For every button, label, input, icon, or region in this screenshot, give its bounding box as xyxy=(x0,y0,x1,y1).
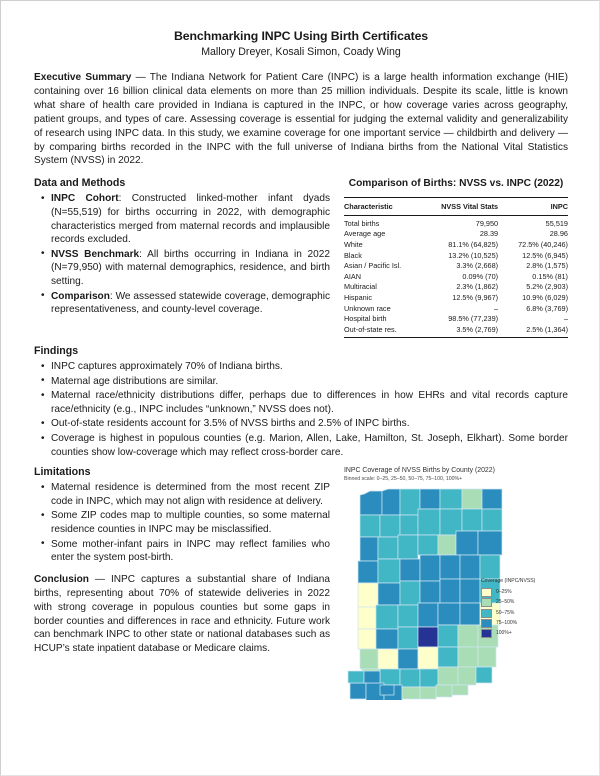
table-row xyxy=(344,250,568,261)
cell-nvss: 28.39 xyxy=(479,229,499,239)
cell-characteristic: AIAN xyxy=(344,271,362,281)
list-item-text: We assessed statewide coverage, demographic representativeness, and county-level coverage. xyxy=(51,290,330,316)
county-benton xyxy=(360,537,378,561)
county-harrison xyxy=(436,685,452,697)
county-noble xyxy=(462,509,482,531)
county-jay xyxy=(480,555,500,579)
county-porter xyxy=(382,489,400,515)
methods-and-table-columns xyxy=(34,177,568,338)
column-header-inpc: INPC xyxy=(501,198,568,215)
list-item: • Maternal age distributions are similar. xyxy=(51,375,568,389)
cell-inpc: 12.5% (6,945) xyxy=(522,250,568,260)
cell-characteristic: Hispanic xyxy=(344,292,372,302)
county-franklin xyxy=(478,647,496,667)
county-lake xyxy=(360,491,382,515)
county-laporte xyxy=(400,489,420,515)
county-newton xyxy=(360,515,380,537)
legend-item xyxy=(481,629,565,638)
limitations-section xyxy=(34,466,330,665)
table-row xyxy=(344,282,568,293)
table-row xyxy=(344,239,568,250)
list-item-sep: : xyxy=(118,193,132,205)
county-gibson xyxy=(348,671,364,683)
list-item-label: Comparison xyxy=(51,290,110,302)
county-decatur xyxy=(458,647,478,667)
county-fountain xyxy=(358,583,378,607)
cell-inpc: – xyxy=(563,314,568,324)
county-putnam xyxy=(376,629,398,649)
county-whitley xyxy=(456,531,478,555)
cell-nvss: 3.3% (2,668) xyxy=(456,261,499,271)
findings-list xyxy=(34,360,568,459)
column-header-characteristic: Characteristic xyxy=(344,198,421,215)
list-item: • INPC captures approximately 70% of Indiana births. xyxy=(51,360,568,374)
cell-characteristic: Average age xyxy=(344,229,386,239)
legend-label: 100%+ xyxy=(496,630,512,637)
table-bottom-rule xyxy=(344,337,568,338)
cell-nvss: – xyxy=(494,303,499,313)
county-wells xyxy=(440,555,460,579)
county-dekalb xyxy=(482,509,502,531)
legend-swatch-icon xyxy=(481,609,492,618)
limitations-heading: Limitations xyxy=(34,466,91,479)
map-figure xyxy=(344,466,568,700)
legend-item xyxy=(481,619,565,628)
county-clay xyxy=(378,649,398,669)
county-starke xyxy=(400,515,418,535)
table-row xyxy=(344,261,568,272)
county-huntington xyxy=(420,555,440,581)
county-madison xyxy=(438,603,460,625)
conclusion-text: INPC captures a substantial share of Indiana births, representing about 70% of statewide deliveries in 2022 with strong coverage in populous counties but some gaps in border counties and differences in race and ethnicity. Future work can benchmark INPC to other state or national databases such as HCUP’s state inpatient database or Medicare claims. xyxy=(34,573,331,655)
county-st-joseph xyxy=(420,489,440,509)
limitations-and-map-columns xyxy=(34,466,568,700)
county-vermillion xyxy=(358,607,376,629)
legend-swatch-icon xyxy=(481,619,492,628)
list-item xyxy=(51,248,330,289)
page-title: Benchmarking INPC Using Birth Certificates xyxy=(173,29,429,43)
county-jennings xyxy=(438,667,458,685)
cell-nvss: 81.1% (64,825) xyxy=(448,239,499,249)
comparison-table-figure xyxy=(344,177,568,338)
cell-nvss: 2.3% (1,862) xyxy=(456,282,499,292)
county-polygons xyxy=(348,489,502,700)
cell-characteristic: White xyxy=(344,239,363,249)
cell-characteristic: Black xyxy=(344,250,362,260)
county-tippecanoe xyxy=(378,583,400,605)
county-pulaski xyxy=(398,535,418,559)
data-methods-heading: Data and Methods xyxy=(34,177,126,190)
legend-label: 50–75% xyxy=(496,609,515,616)
cell-characteristic: Unknown race xyxy=(344,303,391,313)
column-header-nvss: NVSS Vital Stats xyxy=(421,198,501,215)
conclusion-paragraph xyxy=(34,573,330,656)
county-posey xyxy=(350,683,366,699)
county-tipton xyxy=(418,603,438,627)
county-cass xyxy=(378,559,400,583)
cell-characteristic: Out-of-state res. xyxy=(344,324,397,334)
county-montgomery xyxy=(376,605,398,629)
data-and-methods-section xyxy=(34,177,330,323)
county-elkhart xyxy=(440,489,462,509)
legend-label: 25–50% xyxy=(496,599,515,606)
county-pike xyxy=(364,671,380,683)
county-clark xyxy=(452,685,468,695)
executive-summary-text: The Indiana Network for Patient Care (INPC) is a large health information exchange (HIE) containing over 16 billion clinical data elements on more than 25 million individuals. Despite its scale, little is known what share of health care provided in Indiana is captured in the INPC, or how coverage varies across geography, patient groups, and types of care. Assessing coverage is essential for judging the external validity and generalizability of research using INPC data. In this study, we examine coverage for one important service — childbirth and delivery — by comparing births recorded in the INPC with the full universe of Indiana births from the National Vital Statistics System (NVSS) in 2022. xyxy=(34,72,568,167)
county-perry xyxy=(420,687,436,699)
county-dearborn xyxy=(476,667,492,683)
conclusion-label: Conclusion xyxy=(34,573,89,585)
cell-nvss: 3.5% (2,769) xyxy=(456,324,499,334)
cell-characteristic: Total births xyxy=(344,218,380,228)
list-item: • Coverage is highest in populous counties (e.g. Marion, Allen, Lake, Hamilton, St. Joseph, Elkhart). Some border counties show low-coverage which may reflect cross-border care. xyxy=(51,432,568,459)
table-title: Comparison of Births: NVSS vs. INPC (2022) xyxy=(348,178,564,190)
list-item: • Maternal residence is determined from the most recent ZIP code in INPC, which may not align with residence at delivery. xyxy=(51,481,330,508)
map-legend xyxy=(481,578,565,639)
document-content xyxy=(34,29,568,700)
cell-characteristic: Multiracial xyxy=(344,282,377,292)
legend-label: 75–100% xyxy=(496,619,518,626)
county-lagrange xyxy=(462,489,482,509)
cell-nvss: 13.2% (10,525) xyxy=(448,250,499,260)
executive-summary-paragraph xyxy=(34,71,568,168)
list-item: • Out-of-state residents account for 3.5% of NVSS births and 2.5% of INPC births. xyxy=(51,417,568,431)
comparison-table xyxy=(344,197,568,337)
list-item-text: Constructed linked-mother infant dyads (N=55,519) for births occurring in 2022, with demographic characteristics merged from maternal records and implausible records excluded. xyxy=(51,193,331,246)
cell-nvss: 12.5% (9,967) xyxy=(452,292,499,302)
county-allen xyxy=(478,531,502,555)
cell-inpc: 10.9% (6,029) xyxy=(522,292,568,302)
choropleth-map-canvas xyxy=(344,485,568,700)
list-item-label: NVSS Benchmark xyxy=(51,248,140,260)
list-item xyxy=(51,290,330,317)
county-jasper xyxy=(380,515,400,537)
county-grant xyxy=(440,579,460,603)
table-row xyxy=(344,215,568,229)
table-row xyxy=(344,229,568,240)
list-item: • Some mother-infant pairs in INPC may reflect families who enter the system post-birth. xyxy=(51,538,330,565)
cell-inpc: 0.15% (81) xyxy=(532,271,568,281)
county-hendricks xyxy=(398,649,418,669)
county-clinton xyxy=(398,605,418,627)
table-row xyxy=(344,303,568,314)
county-marshall xyxy=(418,509,440,535)
county-delaware xyxy=(460,603,480,625)
county-adams xyxy=(460,555,480,579)
limitations-list xyxy=(34,481,330,565)
table-header xyxy=(344,198,568,215)
legend-item xyxy=(481,609,565,618)
map-title: INPC Coverage of NVSS Births by County (2022) xyxy=(344,467,495,475)
county-howard xyxy=(420,581,440,603)
county-hamilton xyxy=(438,625,458,647)
cell-nvss: 0.09% (70) xyxy=(462,271,499,281)
county-ripley xyxy=(458,667,476,685)
table-row xyxy=(344,271,568,282)
legend-title: Coverage (INPC/NVSS) xyxy=(481,578,536,585)
cell-inpc: 6.8% (3,769) xyxy=(526,303,568,313)
list-item-sep: : xyxy=(139,248,148,260)
legend-swatch-icon xyxy=(481,598,492,607)
cell-characteristic: Asian / Pacific Isl. xyxy=(344,261,402,271)
county-dubois xyxy=(380,685,394,695)
legend-item xyxy=(481,588,565,597)
county-boone xyxy=(398,627,418,649)
county-vigo xyxy=(360,649,378,669)
county-white xyxy=(378,537,398,559)
author-list: Mallory Dreyer, Kosali Simon, Coady Wing xyxy=(201,46,401,58)
cell-inpc: 5.2% (2,903) xyxy=(526,282,568,292)
county-henry xyxy=(458,625,478,647)
cell-nvss: 79,950 xyxy=(475,218,499,228)
county-marion xyxy=(418,627,438,647)
cell-inpc: 55,519 xyxy=(545,218,568,228)
executive-summary-label: Executive Summary xyxy=(34,72,132,83)
table-row xyxy=(344,292,568,303)
table-row xyxy=(344,314,568,325)
cell-inpc: 2.5% (1,364) xyxy=(526,324,568,334)
table-body xyxy=(344,215,568,337)
cell-inpc: 28.96 xyxy=(549,229,568,239)
findings-section xyxy=(34,345,568,459)
list-item-text: All births occurring in Indiana in 2022 (N=79,950) with maternal demographics, residence, and birth setting. xyxy=(51,248,330,287)
cell-inpc: 2.8% (1,575) xyxy=(526,261,568,271)
list-item: • Some ZIP codes map to multiple counties, so some maternal residence counties in INPC may be misclassified. xyxy=(51,509,330,536)
cell-nvss: 98.5% (77,239) xyxy=(448,314,499,324)
county-warren xyxy=(358,561,378,583)
county-wabash xyxy=(438,535,456,555)
legend-item xyxy=(481,598,565,607)
data-methods-list xyxy=(34,192,330,316)
map-subtitle: Binned scale: 0–25, 25–50, 50–75, 75–100, 100%+ xyxy=(344,476,463,483)
executive-summary-dash: — xyxy=(131,72,150,83)
legend-swatch-icon xyxy=(481,588,492,597)
county-steuben xyxy=(482,489,502,509)
county-spencer xyxy=(402,687,420,699)
county-bartholomew xyxy=(420,669,438,687)
list-item-label: INPC Cohort xyxy=(51,193,119,205)
table-row xyxy=(344,324,568,337)
county-monroe xyxy=(400,669,420,687)
list-item: • Maternal race/ethnicity distributions differ, perhaps due to differences in how EHRs and vital records capture race/ethnicity (e.g., INPC includes “unknown,” NVSS does not). xyxy=(51,389,568,416)
conclusion-dash: — xyxy=(88,573,111,585)
legend-label: 0–25% xyxy=(496,588,512,595)
county-greene xyxy=(380,669,400,685)
list-item-sep: : xyxy=(109,290,116,302)
county-shelby xyxy=(438,647,458,667)
table-header-row xyxy=(344,198,568,215)
county-johnson xyxy=(418,647,438,669)
county-parke xyxy=(358,629,376,649)
cell-inpc: 72.5% (40,246) xyxy=(518,239,568,249)
list-item xyxy=(51,192,330,246)
legend-swatch-icon xyxy=(481,629,492,638)
cell-characteristic: Hospital birth xyxy=(344,314,387,324)
county-carroll xyxy=(400,581,420,605)
county-blackford xyxy=(460,579,480,603)
findings-heading: Findings xyxy=(34,345,79,358)
county-miami xyxy=(400,559,420,581)
county-fulton xyxy=(418,535,438,555)
